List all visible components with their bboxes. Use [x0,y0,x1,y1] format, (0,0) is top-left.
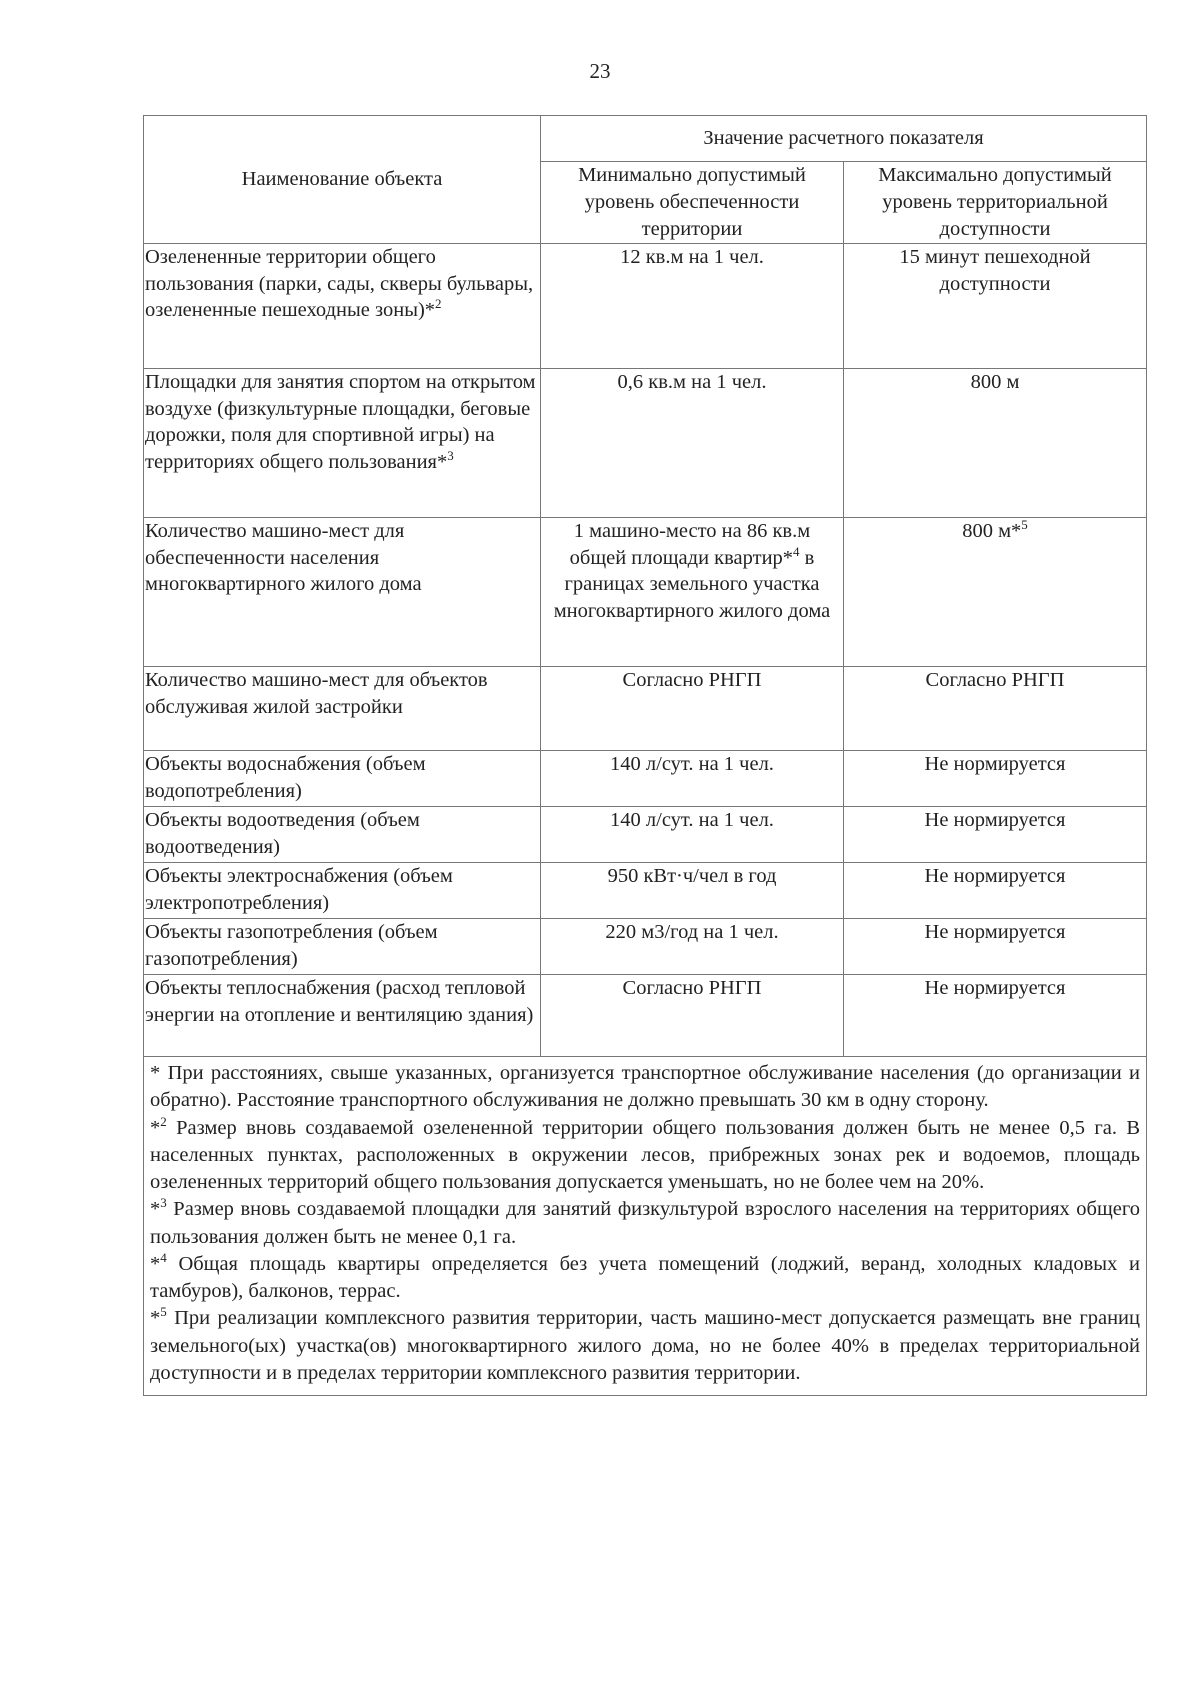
table-row [144,975,1147,1057]
row-max-cell: 15 минут пешеходной доступности [844,244,1147,369]
row-name-cell: Озелененные территории общего пользования (парки, сады, скверы бульвары, озелененные пешеходные зоны)*$^2$ [144,244,541,369]
header-max-accessibility: Максимально допустимый уровень территориальной доступности [844,162,1147,244]
table-row [144,244,1147,369]
row-min-cell: 220 м3/год на 1 чел. [541,919,844,975]
row-max-cell: Согласно РНГП [844,667,1147,751]
table-row [144,807,1147,863]
row-name-cell: Количество машино-мест для объектов обслуживая жилой застройки [144,667,541,751]
row-name-cell: Количество машино-мест для обеспеченности населения многоквартирного жилого дома [144,518,541,667]
row-min-cell: 12 кв.м на 1 чел. [541,244,844,369]
row-min-cell: 950 кВт·ч/чел в год [541,863,844,919]
row-name-cell: Объекты теплоснабжения (расход тепловой энергии на отопление и вентиляцию здания) [144,975,541,1057]
row-min-cell: 0,6 кв.м на 1 чел. [541,369,844,518]
row-min-cell: Согласно РНГП [541,667,844,751]
page-number: 23 [589,59,611,83]
row-name-cell: Площадки для занятия спортом на открытом воздухе (физкультурные площадки, беговые дорожки, поля для спортивной игры) на территориях общего пользования*$^3$ [144,369,541,518]
header-min-level: Минимально допустимый уровень обеспеченности территории [541,162,844,244]
footnote: *$^5$ При реализации комплексного развития территории, часть машино-мест допускается размещать вне границ земельного(ых) участка(ов) многоквартирного жилого дома, но не более 40% в пределах территориальной доступности и в пределах территории комплексного развития территории. [150,1304,1140,1384]
table-row [144,369,1147,518]
table-row [144,667,1147,751]
row-name-cell: Объекты водоснабжения (объем водопотребления) [144,751,541,807]
footnote: *$^4$ Общая площадь квартиры определяется без учета помещений (лоджий, веранд, холодных кладовых и тамбуров), балконов, террас. [150,1250,1140,1303]
table-row [144,751,1147,807]
row-min-cell: 140 л/сут. на 1 чел. [541,751,844,807]
row-max-cell: Не нормируется [844,919,1147,975]
row-max-cell: 800 м [844,369,1147,518]
row-max-cell: Не нормируется [844,863,1147,919]
row-name-cell: Объекты водоотведения (объем водоотведения) [144,807,541,863]
row-name-cell: Объекты электроснабжения (объем электропотребления) [144,863,541,919]
row-max-cell: Не нормируется [844,807,1147,863]
header-indicator-value: Значение расчетного показателя [541,116,1147,162]
footnote: * При расстояниях, свыше указанных, организуется транспортное обслуживание населения (до организации и обратно). Расстояние транспортного обслуживания не должно превышать 30 км в одну сторону. [150,1062,1140,1112]
table-row [144,863,1147,919]
footnote: *$^2$ Размер вновь создаваемой озелененной территории общего пользования должен быть не менее 0,5 га. В населенных пунктах, расположенных в окружении лесов, прибрежных зонах рек и водоемов, площадь озелененных территорий общего пользования допускается уменьшать, но не более чем на 20%. [150,1113,1140,1194]
row-max-cell: Не нормируется [844,751,1147,807]
footnote: *$^3$ Размер вновь создаваемой площадки для занятий физкультурой взрослого населения на территориях общего пользования должен быть не менее 0,1 га. [150,1195,1140,1248]
row-name-cell: Объекты газопотребления (объем газопотребления) [144,919,541,975]
footnotes [144,1057,1147,1396]
row-max-cell: Не нормируется [844,975,1147,1057]
row-min-cell: 140 л/сут. на 1 чел. [541,807,844,863]
header-object-name: Наименование объекта [144,116,541,244]
row-min-cell: Согласно РНГП [541,975,844,1057]
row-max-cell: 800 м*$^5$ [844,518,1147,667]
notes-row [144,1057,1147,1396]
table-row [144,518,1147,667]
row-min-cell: 1 машино-место на 86 кв.м общей площади квартир*$^4$ в границах земельного участка многоквартирного жилого дома [541,518,844,667]
norms-table [143,115,1147,1396]
table-row [144,919,1147,975]
table-header-row [144,116,1147,162]
